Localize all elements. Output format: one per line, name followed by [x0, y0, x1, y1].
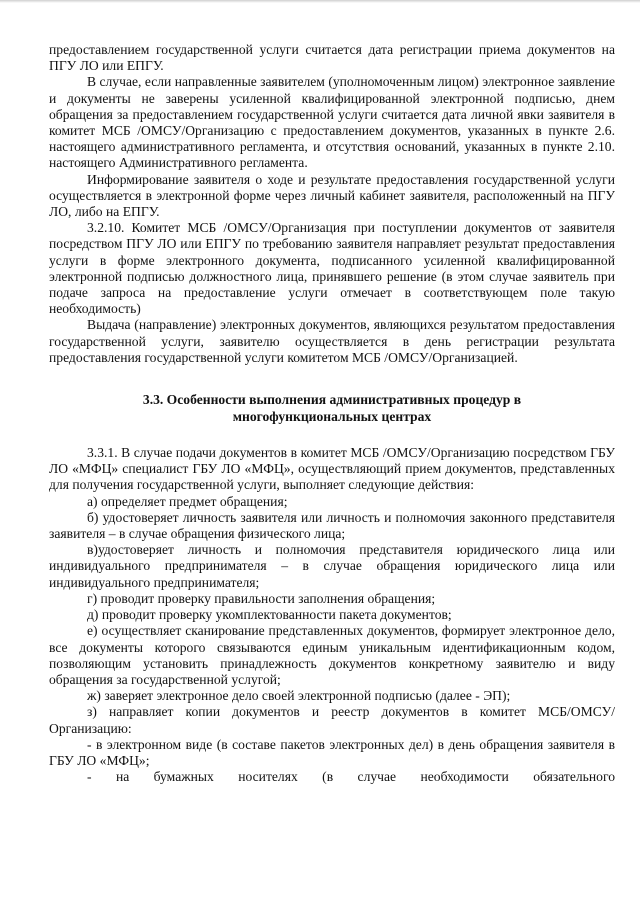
paragraph-unsigned-application: В случае, если направленные заявителем (уполномоченным лицом) электронное заявление и документы не заверены усиленной квалифицированной электронной подписью, днем обращения за предоставлением государственной услуги считается дата личной явки заявителя в комитет МСБ /ОМСУ/Организацию с предоставлением документов, указанных в пункте 2.6. настоящего административного регламента, и отсутствия оснований, указанных в пункте 2.10. настоящего Административного регламента. — [49, 74, 615, 171]
list-item-v: в)удостоверяет личность и полномочия представителя юридического лица или индивидуального предпринимателя – в случае обращения юридического лица или индивидуального предпринимателя; — [49, 542, 615, 590]
list-item-a: а) определяет предмет обращения; — [87, 493, 288, 509]
paragraph-3-3-1: 3.3.1. В случае подачи документов в комитет МСБ /ОМСУ/Организацию посредством ГБУ ЛО «МФЦ» специалист ГБУ ЛО «МФЦ», осуществляющий прием документов, представленных для получения государственной услуги, выполняет следующие действия: — [49, 445, 615, 493]
scan-edge — [0, 0, 640, 3]
document-page — [49, 42, 615, 785]
paragraph-issuance: Выдача (направление) электронных документов, являющихся результатом предоставления государственной услуги, заявителю осуществляется в день регистрации результата предоставления государственной услуги комитетом МСБ /ОМСУ/Организацией. — [49, 317, 615, 365]
list-item-g: г) проводит проверку правильности заполнения обращения; — [87, 590, 436, 606]
list-item-zh: ж) заверяет электронное дело своей электронной подписью (далее - ЭП); — [87, 688, 511, 704]
paragraph-informing: Информирование заявителя о ходе и результате предоставления государственной услуги осуществляется в электронной форме через личный кабинет заявителя, расположенный на ПГУ ЛО, либо на ЕПГУ. — [49, 171, 615, 220]
section-heading — [49, 392, 615, 425]
paragraph-continuation: предоставлением государственной услуги считается дата регистрации приема документов на ПГУ ЛО или ЕПГУ. — [49, 42, 615, 74]
list-item-z: з) направляет копии документов и реестр документов в комитет МСБ/ОМСУ/Организацию: — [49, 704, 615, 736]
list-item-b: б) удостоверяет личность заявителя или личность и полномочия законного представителя заявителя – в случае обращения физического лица; — [49, 509, 615, 542]
list-item-d: д) проводит проверку укомплектованности пакета документов; — [87, 607, 452, 623]
list-item-e: е) осуществляет сканирование представленных документов, формирует электронное дело, все документы которого связываются единым уникальным идентификационным кодом, позволяющим установить принадлежность документов конкретному заявителю и виду обращения за государственной услугой; — [49, 623, 615, 687]
section-heading-line-2: многофункциональных центрах — [232, 408, 432, 424]
list-item-electronic: - в электронном виде (в составе пакетов электронных дел) в день обращения заявителя в ГБУ ЛО «МФЦ»; — [49, 736, 615, 768]
list-item-paper: - на бумажных носителях (в случае необходимости обязательного — [87, 769, 615, 785]
paragraph-3-2-10: 3.2.10. Комитет МСБ /ОМСУ/Организация при поступлении документов от заявителя посредством ПГУ ЛО или ЕПГУ по требованию заявителя направляет результат предоставления услуги в форме электронного документа, подписанного усиленной квалифицированной электронной подписью должностного лица, принявшего решение (в этом случае заявитель при подаче запроса на предоставление услуги отмечает в соответствующем поле такую необходимость) — [49, 220, 615, 317]
section-heading-line-1: 3.3. Особенности выполнения административных процедур в — [142, 392, 522, 408]
